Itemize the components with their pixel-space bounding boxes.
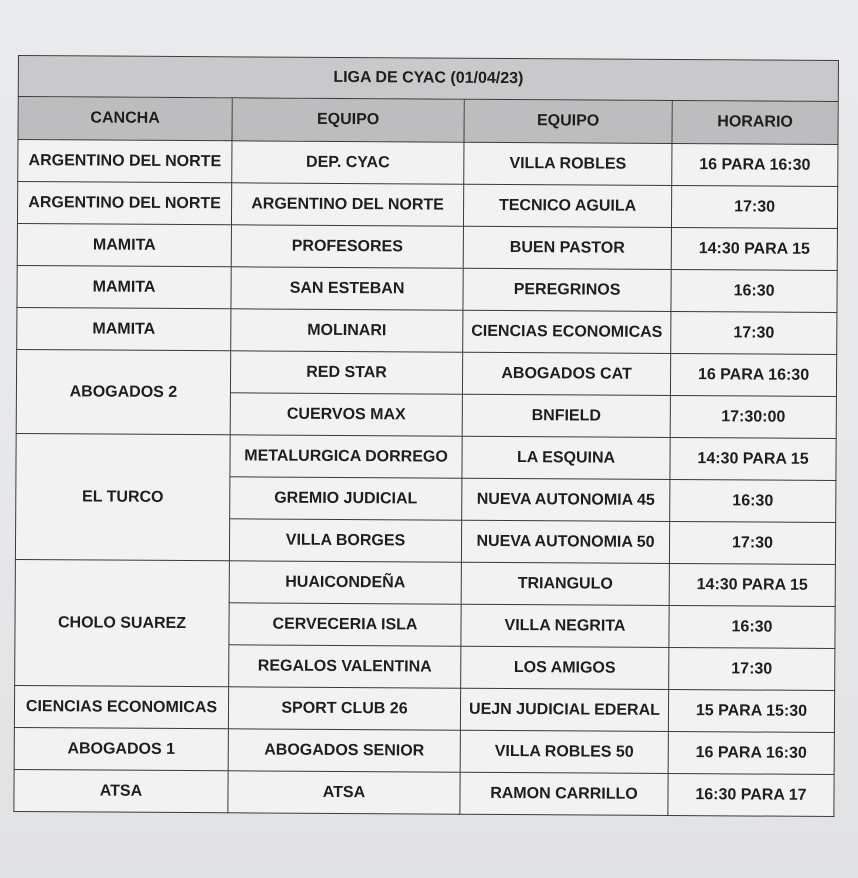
- horario-cell: 14:30 PARA 15: [671, 227, 837, 270]
- equipo-1-cell: SPORT CLUB 26: [228, 687, 460, 730]
- equipo-2-cell: TECNICO AGUILA: [463, 184, 671, 227]
- equipo-2-cell: UEJN JUDICIAL EDERAL: [460, 688, 668, 731]
- header-cancha: CANCHA: [18, 97, 232, 141]
- equipo-2-cell: BUEN PASTOR: [463, 226, 671, 269]
- cancha-cell: MAMITA: [17, 265, 231, 308]
- horario-cell: 16 PARA 16:30: [670, 353, 836, 396]
- horario-cell: 17:30: [671, 185, 837, 228]
- equipo-2-cell: CIENCIAS ECONOMICAS: [463, 310, 671, 353]
- horario-cell: 17:30: [671, 311, 837, 354]
- equipo-2-cell: VILLA ROBLES 50: [460, 730, 668, 773]
- equipo-1-cell: GREMIO JUDICIAL: [230, 477, 462, 520]
- equipo-2-cell: BNFIELD: [462, 394, 670, 437]
- equipo-2-cell: VILLA ROBLES: [464, 142, 672, 185]
- equipo-1-cell: ATSA: [228, 771, 460, 814]
- equipo-2-cell: RAMON CARRILLO: [460, 772, 668, 815]
- equipo-2-cell: LOS AMIGOS: [461, 646, 669, 689]
- header-row: [18, 97, 838, 145]
- horario-cell: 16:30: [669, 605, 835, 648]
- cancha-cell: ARGENTINO DEL NORTE: [17, 182, 231, 225]
- cancha-cell: EL TURCO: [15, 433, 230, 560]
- equipo-2-cell: LA ESQUINA: [462, 436, 670, 479]
- table-row: [15, 559, 835, 606]
- fixture-table: [13, 55, 839, 817]
- equipo-1-cell: METALURGICA DORREGO: [230, 435, 462, 478]
- cancha-cell: CHOLO SUAREZ: [15, 559, 230, 686]
- cancha-cell: ARGENTINO DEL NORTE: [18, 140, 232, 183]
- horario-cell: 17:30: [669, 647, 835, 690]
- cancha-cell: ABOGADOS 2: [16, 349, 231, 434]
- table-row: [14, 727, 834, 774]
- equipo-1-cell: CERVECERIA ISLA: [229, 603, 461, 646]
- equipo-1-cell: REGALOS VALENTINA: [229, 645, 461, 688]
- table-title: LIGA DE CYAC (01/04/23): [18, 56, 838, 102]
- cancha-cell: CIENCIAS ECONOMICAS: [14, 685, 228, 728]
- horario-cell: 15 PARA 15:30: [668, 689, 834, 732]
- equipo-2-cell: NUEVA AUTONOMIA 50: [461, 520, 669, 563]
- horario-cell: 16 PARA 16:30: [668, 731, 834, 774]
- equipo-1-cell: DEP. CYAC: [232, 141, 464, 184]
- table-row: [16, 349, 836, 396]
- equipo-1-cell: VILLA BORGES: [229, 519, 461, 562]
- table-row: [17, 182, 837, 229]
- cancha-cell: ABOGADOS 1: [14, 727, 228, 770]
- fixture-body: [14, 140, 838, 817]
- equipo-2-cell: ABOGADOS CAT: [462, 352, 670, 395]
- cancha-cell: ATSA: [14, 769, 228, 812]
- equipo-1-cell: HUAICONDEÑA: [229, 561, 461, 604]
- table-row: [14, 769, 834, 816]
- horario-cell: 16:30: [671, 269, 837, 312]
- horario-cell: 16:30 PARA 17: [668, 773, 834, 816]
- horario-cell: 17:30: [669, 521, 835, 564]
- table-row: [17, 307, 837, 354]
- equipo-2-cell: PEREGRINOS: [463, 268, 671, 311]
- title-row: [18, 56, 838, 102]
- equipo-2-cell: TRIANGULO: [461, 562, 669, 605]
- equipo-2-cell: VILLA NEGRITA: [461, 604, 669, 647]
- table-row: [14, 685, 834, 732]
- table-row: [17, 265, 837, 312]
- table-row: [16, 433, 836, 480]
- equipo-1-cell: PROFESORES: [231, 225, 463, 268]
- horario-cell: 17:30:00: [670, 395, 836, 438]
- equipo-1-cell: CUERVOS MAX: [230, 393, 462, 436]
- header-horario: HORARIO: [672, 100, 838, 144]
- header-equipo-2: EQUIPO: [464, 99, 672, 143]
- table-row: [17, 223, 837, 270]
- cancha-cell: MAMITA: [17, 307, 231, 350]
- equipo-1-cell: MOLINARI: [231, 309, 463, 352]
- equipo-1-cell: SAN ESTEBAN: [231, 267, 463, 310]
- cancha-cell: MAMITA: [17, 223, 231, 266]
- header-equipo-1: EQUIPO: [232, 98, 464, 142]
- horario-cell: 16:30: [670, 479, 836, 522]
- horario-cell: 16 PARA 16:30: [672, 143, 838, 186]
- equipo-1-cell: RED STAR: [230, 351, 462, 394]
- equipo-2-cell: NUEVA AUTONOMIA 45: [462, 478, 670, 521]
- horario-cell: 14:30 PARA 15: [669, 563, 835, 606]
- equipo-1-cell: ABOGADOS SENIOR: [228, 729, 460, 772]
- table-row: [18, 140, 838, 187]
- horario-cell: 14:30 PARA 15: [670, 437, 836, 480]
- equipo-1-cell: ARGENTINO DEL NORTE: [231, 183, 463, 226]
